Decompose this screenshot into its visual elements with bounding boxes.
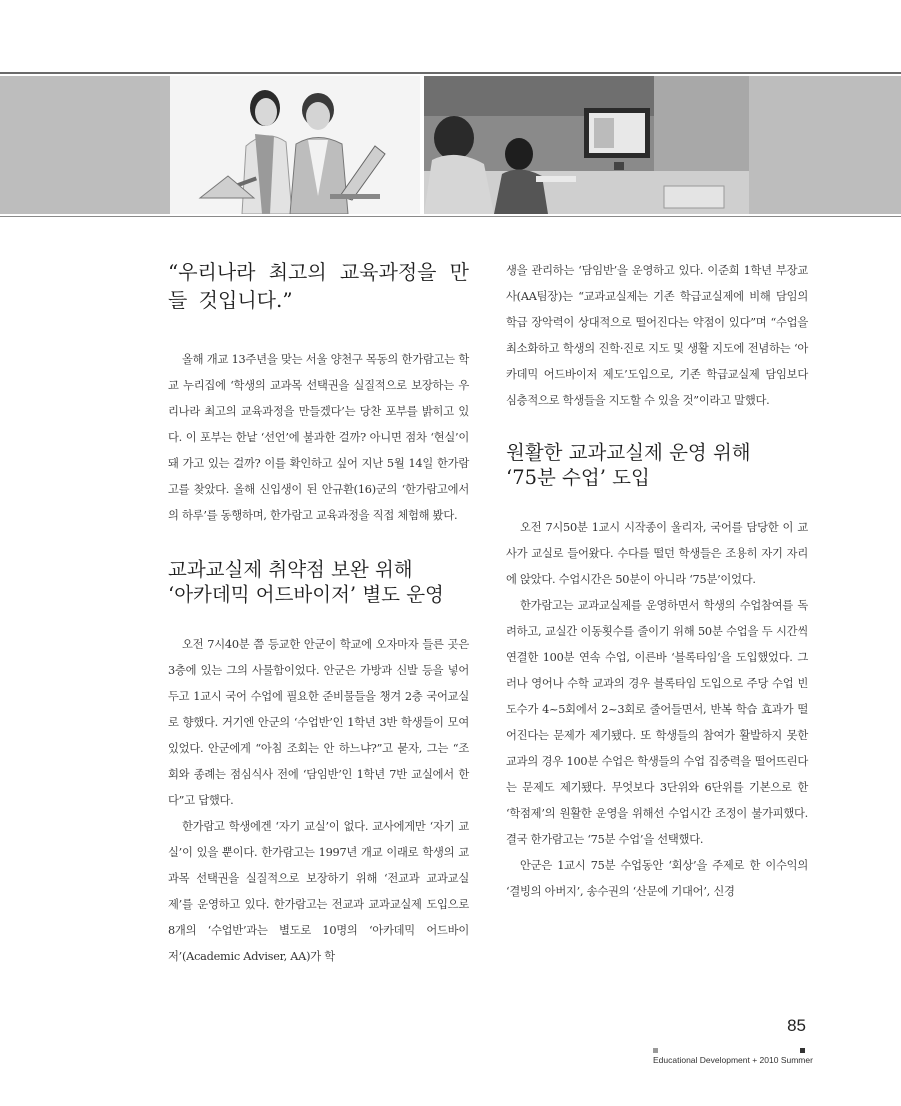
body-paragraph: 오전 7시50분 1교시 시작종이 울리자, 국어를 담당한 이 교사가 교실로 들어왔다. 수다를 떨던 학생들은 조용히 자기 자리에 앉았다. 수업시간은 50분이 아니라 ‘75분’이었다. <box>506 521 808 586</box>
section-heading-1-line2: ‘아카데믹 어드바이저’ 별도 운영 <box>168 583 444 606</box>
body-paragraph-continued: 생을 관리하는 ‘담임반’을 운영하고 있다. 이준희 1학년 부장교사(AA팀장)는 “교과교실제는 기존 학급교실제에 비해 담임의 학급 장악력이 상대적으로 떨어진다는 약점이 있다”며 “수업을 최소화하고 학생의 진학·진로 지도 및 생활 지도에 전념하는 ‘아카데믹 어드바이저 제도’도입으로, 기존 학급교실제 담임보다 심층적으로 학생들을 지도할 수 있을 것”이라고 말했다. <box>506 264 808 407</box>
classroom-computer-photo <box>424 76 749 214</box>
right-column <box>506 258 808 905</box>
top-rule <box>0 72 901 74</box>
left-column <box>168 258 469 970</box>
section-heading-2-line2: ‘75분 수업’ 도입 <box>506 466 650 489</box>
footer-square-dark <box>800 1048 805 1053</box>
section-heading-2 <box>506 440 808 490</box>
body-paragraph: 한가람고는 교과교실제를 운영하면서 학생의 수업참여를 독려하고, 교실간 이동횟수를 줄이기 위해 50분 수업을 두 시간씩 연결한 100분 연속 수업, 이른바 ‘블록타임’을 도입했었다. 그러나 영어나 수학 교과의 경우 블록타임 도입으로 주당 수업 빈도수가 4~5회에서 2~3회로 줄어들면서, 반복 학습 효과가 떨어진다는 문제가 제기됐다. 또 학생들의 참여가 활발하지 못한 교과의 경우 100분 수업은 학생들의 수업 집중력을 떨어뜨린다는 문제도 제기됐다. 무엇보다 3단위와 6단위를 기본으로 한 ‘학점제’의 원활한 운영을 위해선 수업시간 조정이 불가피했다. 결국 한가람고는 ‘75분 수업’을 선택했다. <box>506 599 808 846</box>
bottom-rule <box>0 216 901 217</box>
article-quote-title: “우리나라 최고의 교육과정을 만들 것입니다.” <box>168 260 469 312</box>
section-heading-2-line1: 원활한 교과교실제 운영 위해 <box>506 441 751 464</box>
intro-paragraph: 올해 개교 13주년을 맞는 서울 양천구 목동의 한가람고는 학교 누리집에 ‘학생의 교과목 선택권을 실질적으로 보장하는 우리나라 최고의 교육과정을 만들겠다’는 당찬 포부를 밝히고 있다. 이 포부는 한낱 ‘선언’에 불과한 걸까? 아니면 점차 ‘현실’이 돼 가고 있는 걸까? 이를 확인하고 싶어 지난 5월 14일 한가람고를 찾았다. 올해 신입생이 된 안규환(16)군의 ‘한가람고에서의 하루’를 동행하며, 한가람고 교육과정을 직접 체험해 봤다. <box>168 353 469 522</box>
body-paragraph: 한가람고 학생에겐 ‘자기 교실’이 없다. 교사에게만 ‘자기 교실’이 있을 뿐이다. 한가람고는 1997년 개교 이래로 학생의 교과목 선택권을 실질적으로 보장하기 위해 ‘전교과 교과교실제’를 운영하고 있다. 한가람고는 전교과 교과교실제 도입으로 8개의 ‘수업반’과는 별도로 10명의 ‘아카데믹 어드바이저’(Academic Adviser, AA)가 학 <box>168 820 469 963</box>
section-heading-1 <box>168 557 469 607</box>
students-with-laptops-photo <box>170 76 420 214</box>
page-number: 85 <box>787 1016 806 1035</box>
gray-band-right <box>749 76 901 214</box>
body-paragraph: 안군은 1교시 75분 수업동안 ‘회상’을 주제로 한 이수익의 ‘결빙의 아버지’, 송수권의 ‘산문에 기대어’, 신경 <box>506 859 808 898</box>
gray-band-left <box>0 76 170 214</box>
footer-square-light <box>653 1048 658 1053</box>
journal-footer: Educational Development + 2010 Summer <box>653 1055 813 1065</box>
section-heading-1-line1: 교과교실제 취약점 보완 위해 <box>168 558 413 581</box>
photo-band <box>0 76 901 214</box>
body-paragraph: 오전 7시40분 쯤 등교한 안군이 학교에 오자마자 들른 곳은 3층에 있는 그의 사물함이었다. 안군은 가방과 신발 등을 넣어두고 1교시 국어 수업에 필요한 준비물들을 챙겨 2층 국어교실로 향했다. 거기엔 안군의 ‘수업반’인 1학년 3반 학생들이 모여 있었다. 안군에게 “아침 조회는 안 하느냐?”고 묻자, 그는 “조회와 종례는 점심식사 전에 ‘담임반’인 1학년 7반 교실에서 한다”고 답했다. <box>168 638 469 807</box>
